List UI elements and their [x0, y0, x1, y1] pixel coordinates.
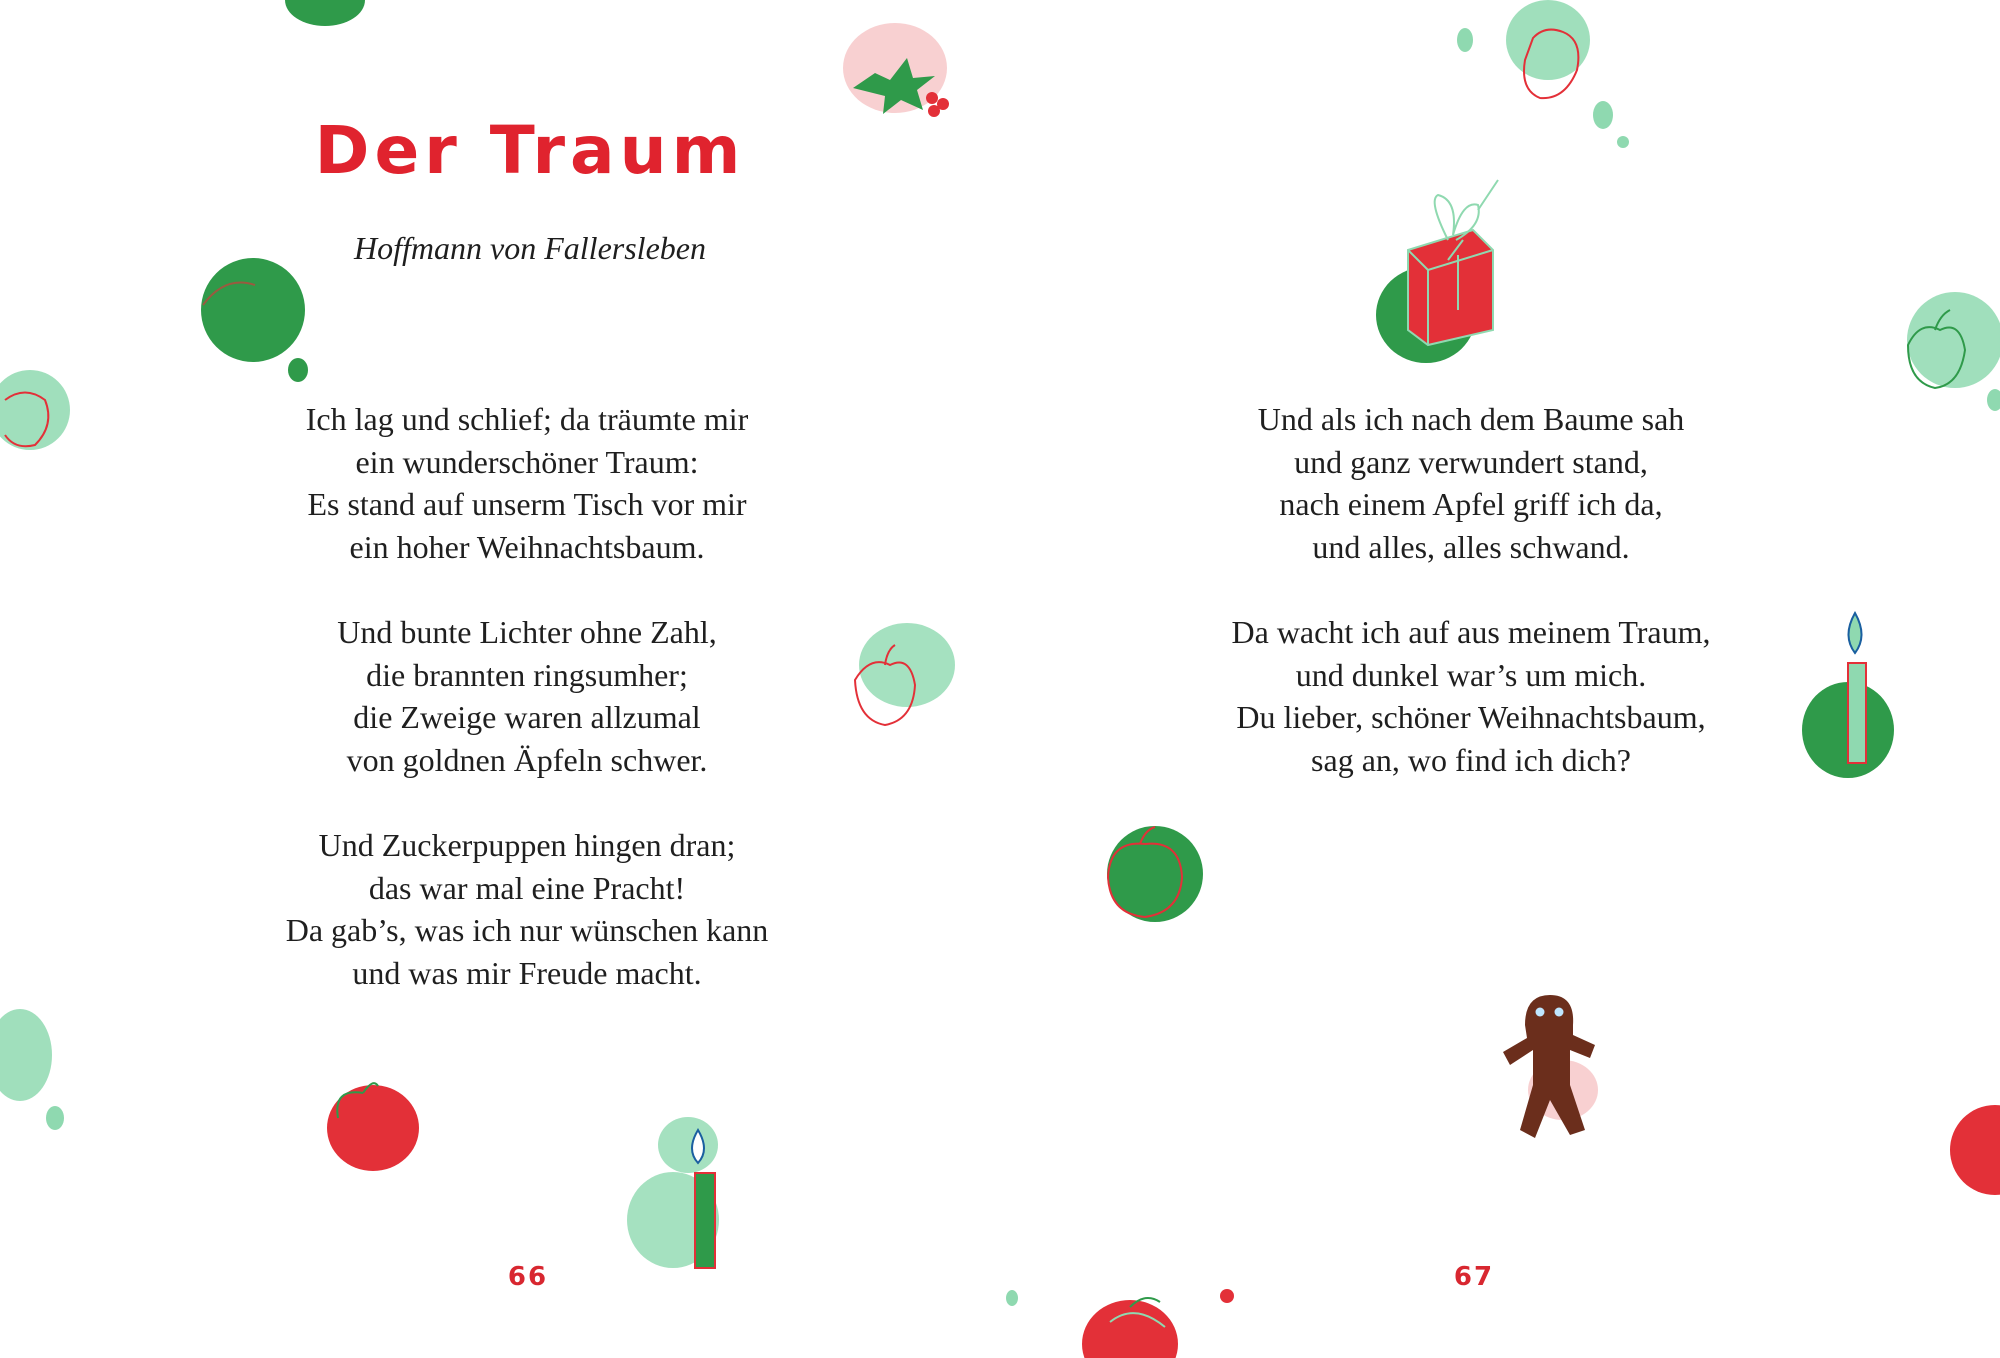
apple-icon: [1100, 822, 1210, 932]
poem-line: Es stand auf unserm Tisch vor mir: [307, 486, 747, 522]
poem-line: Und als ich nach dem Baume sah: [1257, 401, 1685, 437]
poem-body-left: [177, 398, 877, 1037]
left-page: [0, 0, 1000, 1356]
poem-line: von goldnen Äpfeln schwer.: [346, 741, 708, 778]
poem-line: ein wunderschöner Traum:: [355, 443, 699, 480]
page-number: 67: [1453, 1262, 1495, 1292]
apple-icon: [0, 1005, 70, 1135]
poem-line: und dunkel war’s um mich.: [1295, 656, 1647, 693]
poem-line: Und Zuckerpuppen hingen dran;: [318, 827, 736, 863]
poem-line: die brannten ringsumher;: [366, 656, 688, 693]
stanza: [177, 824, 877, 994]
poem-line: nach einem Apfel griff ich da,: [1279, 486, 1663, 522]
poem-line: sag an, wo find ich dich?: [1311, 741, 1631, 778]
poem-line: die Zweige waren allzumal: [353, 699, 701, 735]
poem-line: und was mir Freude macht.: [352, 954, 702, 991]
stanza: [1121, 611, 1821, 781]
poem-line: ein hoher Weihnachtsbaum.: [349, 528, 705, 565]
holly-icon: [835, 18, 955, 118]
stanza: [1121, 398, 1821, 568]
poem-line: das war mal eine Pracht!: [368, 869, 686, 906]
poem-line: Da wacht ich auf aus meinem Traum,: [1231, 614, 1711, 650]
apple-icon: [1940, 1105, 2000, 1205]
poem-author: Hoffmann von Fallersleben: [354, 230, 706, 266]
poem-title: Der Traum: [314, 112, 746, 189]
apple-icon: [845, 620, 955, 740]
gingerbread-man-icon: [1495, 990, 1605, 1150]
apple-icon: [0, 365, 75, 465]
stanza: [177, 398, 877, 568]
poem-body-right: [1121, 398, 1821, 824]
right-page: [1000, 0, 2000, 1356]
page-number: 66: [507, 1262, 549, 1292]
apple-icon: [318, 1068, 428, 1178]
gift-icon: [1368, 180, 1508, 370]
apple-icon: [280, 0, 370, 30]
poem-line: Du lieber, schöner Weihnachtsbaum,: [1236, 699, 1706, 735]
apple-icon: [195, 255, 315, 385]
stanza: [177, 611, 877, 781]
apple-icon: [1445, 0, 1635, 150]
candle-icon: [1800, 608, 1900, 783]
poem-line: und ganz verwundert stand,: [1294, 443, 1648, 480]
apple-icon: [1075, 1282, 1245, 1356]
poem-line: Und bunte Lichter ohne Zahl,: [337, 614, 717, 650]
candle-icon: [628, 1115, 738, 1275]
poem-line: Da gab’s, was ich nur wünschen kann: [285, 912, 769, 948]
poem-line: und alles, alles schwand.: [1312, 528, 1630, 565]
poem-line: Ich lag und schlief; da träumte mir: [305, 401, 749, 437]
apple-icon: [1900, 290, 2000, 420]
